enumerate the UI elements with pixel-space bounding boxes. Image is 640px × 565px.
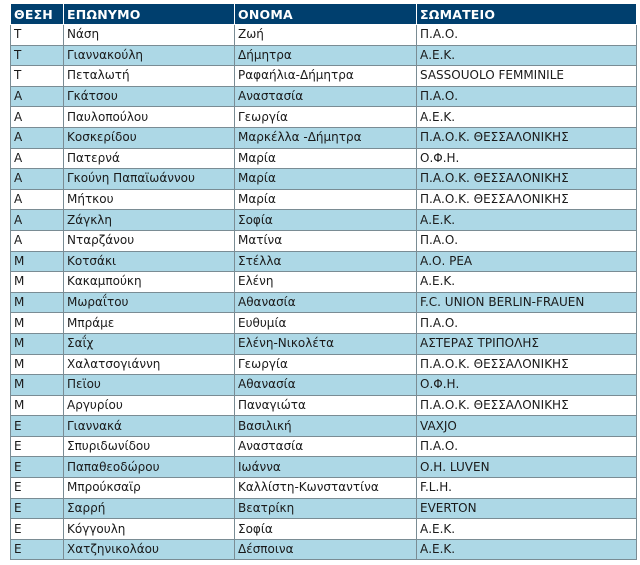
cell-surname: Παπαθεοδώρου [64,457,235,478]
cell-firstname: Μαρία [235,169,417,190]
cell-firstname: Μαρία [235,189,417,210]
cell-surname: Κοτσάκι [64,251,235,272]
cell-firstname: Ζωή [235,25,417,46]
cell-surname: Κακαμπούκη [64,272,235,293]
cell-position: Μ [11,292,64,313]
table-row [11,127,637,148]
cell-position: Μ [11,313,64,334]
header-position: ΘΕΣΗ [11,4,64,25]
table-row [11,292,637,313]
cell-position: Τ [11,25,64,46]
cell-firstname: Ελένη [235,272,417,293]
cell-club: Ο.Φ.Η. [417,148,637,169]
cell-club: Α.Ε.Κ. [417,272,637,293]
cell-position: Ε [11,519,64,540]
cell-firstname: Στέλλα [235,251,417,272]
cell-club: Π.Α.Ο.Κ. ΘΕΣΣΑΛΟΝΙΚΗΣ [417,169,637,190]
cell-surname: Γιαννακά [64,416,235,437]
cell-firstname: Αναστασία [235,86,417,107]
cell-surname: Μπράμε [64,313,235,334]
table-row [11,395,637,416]
cell-surname: Ζάγκλη [64,210,235,231]
cell-position: Τ [11,45,64,66]
cell-surname: Γιαννακούλη [64,45,235,66]
cell-firstname: Δέσποινα [235,539,417,560]
cell-firstname: Σοφία [235,519,417,540]
cell-position: Μ [11,333,64,354]
cell-surname: Σαΐχ [64,333,235,354]
cell-position: Μ [11,272,64,293]
table-row [11,498,637,519]
header-club: ΣΩΜΑΤΕΙΟ [417,4,637,25]
cell-firstname: Ελένη-Νικολέτα [235,333,417,354]
cell-club: EVERTON [417,498,637,519]
roster-table [10,3,637,560]
cell-surname: Αργυρίου [64,395,235,416]
cell-club: Α.Ε.Κ. [417,519,637,540]
cell-surname: Παυλοπούλου [64,107,235,128]
cell-firstname: Ραφαήλια-Δήμητρα [235,66,417,87]
cell-firstname: Ματίνα [235,230,417,251]
cell-firstname: Αθανασία [235,375,417,396]
cell-firstname: Δήμητρα [235,45,417,66]
table-row [11,313,637,334]
cell-surname: Σπυριδωνίδου [64,436,235,457]
cell-club: Α.Ο. ΡΕΑ [417,251,637,272]
cell-surname: Μπρούκσαϊρ [64,478,235,499]
cell-position: Ε [11,436,64,457]
cell-firstname: Σοφία [235,210,417,231]
cell-position: Ε [11,478,64,499]
cell-surname: Κόγγουλη [64,519,235,540]
table-row [11,107,637,128]
cell-firstname: Αναστασία [235,436,417,457]
table-row [11,354,637,375]
table-row [11,148,637,169]
cell-surname: Χαλατσογιάννη [64,354,235,375]
cell-surname: Μήτκου [64,189,235,210]
cell-firstname: Αθανασία [235,292,417,313]
table-row [11,45,637,66]
cell-surname: Κοσκερίδου [64,127,235,148]
cell-surname: Πατερνά [64,148,235,169]
cell-position: Α [11,127,64,148]
cell-firstname: Ευθυμία [235,313,417,334]
cell-surname: Πεϊου [64,375,235,396]
table-row [11,436,637,457]
table-row [11,189,637,210]
cell-firstname: Παναγιώτα [235,395,417,416]
table-row [11,66,637,87]
table-row [11,251,637,272]
cell-club: Α.Ε.Κ. [417,107,637,128]
table-row [11,519,637,540]
table-row [11,230,637,251]
table-row [11,478,637,499]
cell-position: Τ [11,66,64,87]
cell-firstname: Ιωάννα [235,457,417,478]
cell-club: Π.Α.Ο. [417,436,637,457]
cell-surname: Χατζηνικολάου [64,539,235,560]
cell-club: Ο.Η. LUVEN [417,457,637,478]
cell-position: Ε [11,416,64,437]
header-row [11,4,637,25]
table-row [11,457,637,478]
cell-firstname: Μαρκέλλα -Δήμητρα [235,127,417,148]
cell-surname: Γκούνη Παπαϊωάννου [64,169,235,190]
cell-club: F.L.H. [417,478,637,499]
cell-surname: Νάση [64,25,235,46]
cell-position: Α [11,86,64,107]
cell-position: Α [11,230,64,251]
cell-firstname: Γεωργία [235,107,417,128]
table-row [11,375,637,396]
cell-position: Α [11,107,64,128]
cell-club: Π.Α.Ο. [417,86,637,107]
cell-position: Α [11,210,64,231]
cell-firstname: Γεωργία [235,354,417,375]
header-firstname: ΟΝΟΜΑ [235,4,417,25]
cell-club: Π.Α.Ο.Κ. ΘΕΣΣΑΛΟΝΙΚΗΣ [417,127,637,148]
cell-club: Π.Α.Ο. [417,230,637,251]
cell-position: Μ [11,375,64,396]
cell-position: Ε [11,498,64,519]
table-row [11,210,637,231]
table-row [11,333,637,354]
header-surname: ΕΠΩΝΥΜΟ [64,4,235,25]
cell-surname: Πεταλωτή [64,66,235,87]
cell-club: ΑΣΤΕΡΑΣ ΤΡΙΠΟΛΗΣ [417,333,637,354]
cell-club: SASSOUOLO FEMMINILE [417,66,637,87]
cell-surname: Νταρζάνου [64,230,235,251]
cell-club: F.C. UNION BERLIN-FRAUEN [417,292,637,313]
cell-position: Μ [11,251,64,272]
cell-club: Ο.Φ.Η. [417,375,637,396]
cell-firstname: Καλλίστη-Κωνσταντίνα [235,478,417,499]
cell-position: Α [11,169,64,190]
cell-club: Π.Α.Ο.Κ. ΘΕΣΣΑΛΟΝΙΚΗΣ [417,354,637,375]
table-row [11,539,637,560]
cell-surname: Γκάτσου [64,86,235,107]
cell-club: Α.Ε.Κ. [417,210,637,231]
cell-position: Μ [11,395,64,416]
cell-position: Ε [11,457,64,478]
cell-club: Π.Α.Ο.Κ. ΘΕΣΣΑΛΟΝΙΚΗΣ [417,395,637,416]
cell-position: Ε [11,539,64,560]
cell-position: Α [11,148,64,169]
cell-firstname: Βασιλική [235,416,417,437]
table-row [11,169,637,190]
cell-surname: Μωραΐτου [64,292,235,313]
cell-surname: Σαρρή [64,498,235,519]
table-row [11,416,637,437]
table-header [11,4,637,25]
cell-club: Α.Ε.Κ. [417,539,637,560]
table-body [11,25,637,560]
cell-club: Π.Α.Ο.Κ. ΘΕΣΣΑΛΟΝΙΚΗΣ [417,189,637,210]
cell-club: Π.Α.Ο. [417,313,637,334]
table-row [11,272,637,293]
cell-position: Μ [11,354,64,375]
table-row [11,25,637,46]
cell-firstname: Μαρία [235,148,417,169]
cell-club: VAXJO [417,416,637,437]
cell-position: Α [11,189,64,210]
table-row [11,86,637,107]
cell-club: Π.Α.Ο. [417,25,637,46]
cell-firstname: Βεατρίκη [235,498,417,519]
cell-club: Α.Ε.Κ. [417,45,637,66]
